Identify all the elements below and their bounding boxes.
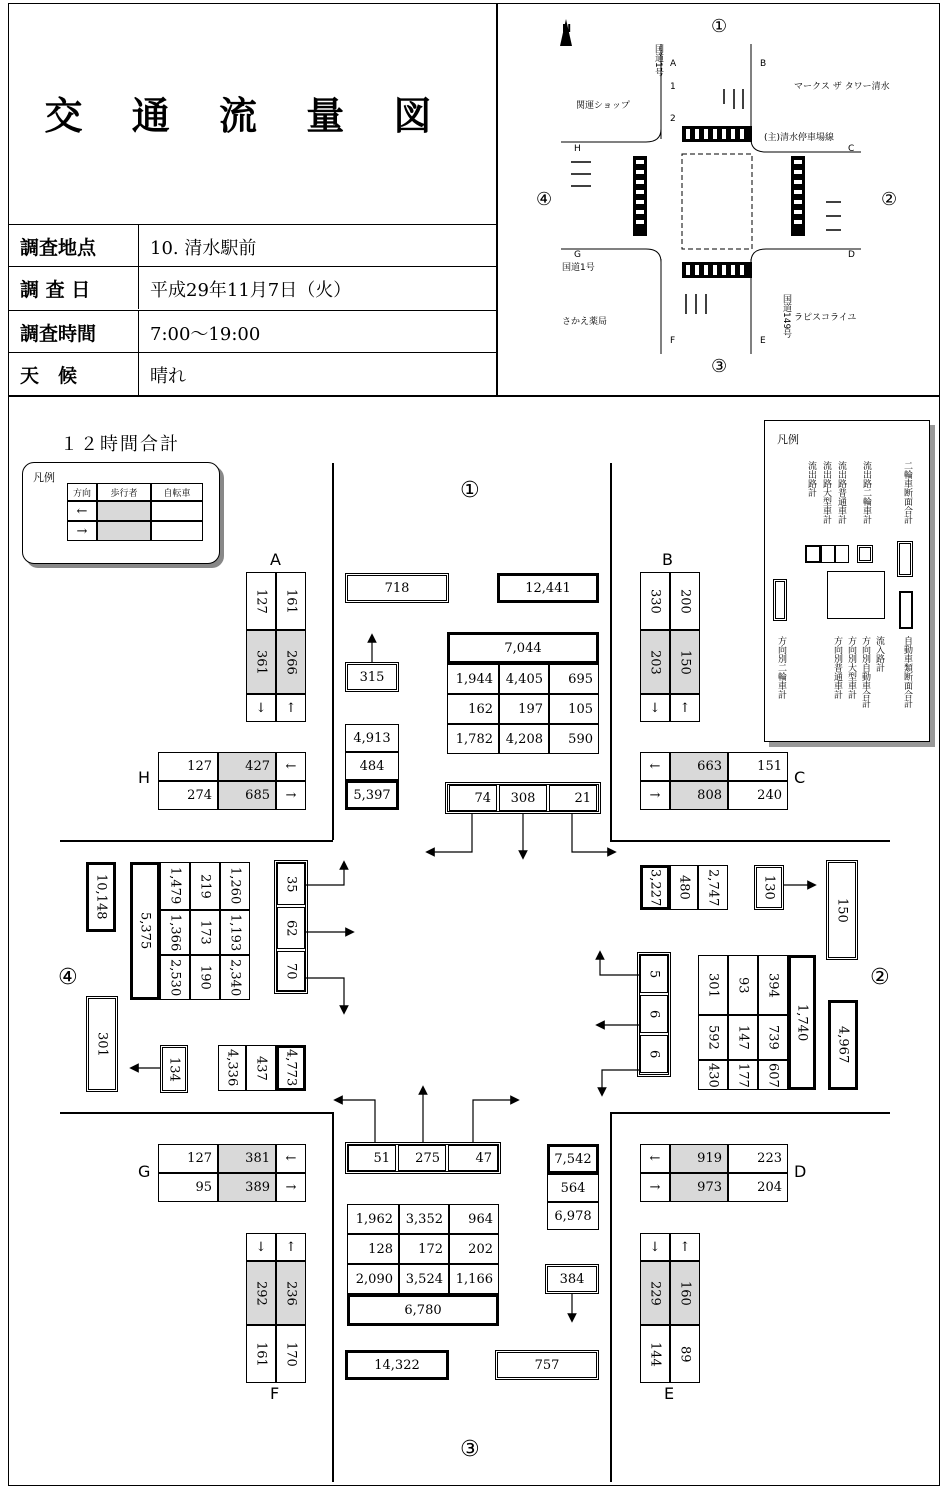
n-large-right: 162 xyxy=(447,694,499,724)
subtitle-12h-total: １２時間合計 xyxy=(60,434,180,455)
s-bike-right: 47 xyxy=(448,1145,498,1171)
crossing-g-left-pedestrian: 381 xyxy=(218,1144,276,1173)
map-dir-1: 1 xyxy=(670,82,676,92)
map-cross-g: G xyxy=(574,250,581,260)
crossing-a-down-bicycle: 127 xyxy=(246,572,276,630)
crossing-h-left-pedestrian: 427 xyxy=(218,752,276,781)
e-outflow-large: 480 xyxy=(670,865,698,910)
crossing-e-down-pedestrian: 229 xyxy=(640,1261,670,1325)
n-normal-left: 590 xyxy=(549,724,599,754)
map-shop-ne: マークス ザ タワー清水 xyxy=(794,82,890,92)
crossing-e-up-bicycle: 89 xyxy=(670,1325,700,1383)
crossing-c-label: C xyxy=(794,768,806,787)
crossing-c-left-arrow: ← xyxy=(640,752,670,781)
e-outflow-total: 3,227 xyxy=(640,865,670,910)
legend-bottom-3: 方向別自動車合計 xyxy=(860,636,870,708)
crossing-f-up-arrow: ↑ xyxy=(276,1233,306,1261)
e-normal-straight: 739 xyxy=(758,1015,788,1060)
w-large-right: 219 xyxy=(190,862,220,910)
w-outflow-total: 4,773 xyxy=(276,1045,306,1091)
map-north-label: N xyxy=(562,22,572,35)
crossing-h-right-arrow: → xyxy=(276,781,306,810)
s-large-right: 202 xyxy=(449,1234,499,1264)
approach-1-label: ① xyxy=(460,478,480,503)
legend-arrow-left: ← xyxy=(67,501,97,521)
crossing-a-up-arrow: ↑ xyxy=(276,694,306,722)
survey-location-label: 調査地点 xyxy=(20,237,97,259)
approach-2-label: ② xyxy=(870,965,890,990)
crossing-g-right-bicycle: 95 xyxy=(158,1173,218,1202)
w-total-straight: 1,366 xyxy=(160,910,190,955)
legend-col-pedestrian: 歩行者 xyxy=(97,483,151,501)
e-normal-left: 394 xyxy=(758,955,788,1015)
s-total-left: 1,962 xyxy=(347,1204,399,1234)
s-total-right: 964 xyxy=(449,1204,499,1234)
map-cross-h: H xyxy=(574,144,581,154)
s-large-left: 128 xyxy=(347,1234,399,1264)
n-normal-straight: 4,208 xyxy=(499,724,549,754)
survey-time-value: 7:00～19:00 xyxy=(150,324,261,345)
page-title: 交 通 流 量 図 xyxy=(44,93,450,138)
crossing-e-up-arrow: ↑ xyxy=(670,1233,700,1261)
w-total-left: 2,530 xyxy=(160,955,190,1000)
n-outflow-normal: 4,913 xyxy=(345,724,399,752)
s-total-straight: 3,352 xyxy=(399,1204,449,1234)
w-outflow-large: 437 xyxy=(246,1045,276,1091)
legend-arrow-right: → xyxy=(67,521,97,541)
s-section-total: 14,322 xyxy=(345,1350,449,1380)
e-bike-box: 130 xyxy=(754,865,784,910)
crossing-h-left-bicycle: 127 xyxy=(158,752,218,781)
w-bike-left: 70 xyxy=(277,951,305,991)
w-section-bike: 301 xyxy=(86,996,118,1092)
map-approach-4: ④ xyxy=(536,189,553,210)
approach-3-label: ③ xyxy=(460,1437,480,1462)
n-total-straight: 4,405 xyxy=(499,664,549,694)
crossing-c-left-pedestrian: 663 xyxy=(670,752,728,781)
crossing-d-left-bicycle: 223 xyxy=(728,1144,788,1173)
crossing-c-right-bicycle: 240 xyxy=(728,781,788,810)
weather-label: 天 候 xyxy=(20,365,78,387)
crossing-g-right-pedestrian: 389 xyxy=(218,1173,276,1202)
map-approach-3: ③ xyxy=(711,356,728,377)
legend-top-3: 流出路二輪車計 xyxy=(861,461,871,524)
w-large-left: 190 xyxy=(190,955,220,1000)
crossing-f-label: F xyxy=(270,1384,280,1403)
legend-bottom-5: 自動車類断面合計 xyxy=(902,636,912,708)
crossing-f-down-arrow: ↓ xyxy=(246,1233,276,1261)
n-inflow-total: 7,044 xyxy=(447,632,599,664)
weather-value: 晴れ xyxy=(150,366,186,387)
e-total-left: 301 xyxy=(698,955,728,1015)
legend-small-title: 凡例 xyxy=(33,471,55,484)
crossing-e-label: E xyxy=(664,1384,675,1403)
w-normal-straight: 1,193 xyxy=(220,910,250,955)
map-road-north: 国道1号 xyxy=(653,44,663,77)
legend-top-0: 流出路計 xyxy=(806,461,816,497)
map-shop-se: ラピスコライユ xyxy=(794,313,857,323)
n-total-right: 1,944 xyxy=(447,664,499,694)
crossing-c-right-arrow: → xyxy=(640,781,670,810)
crossing-b-label: B xyxy=(662,550,673,569)
s-inflow-total: 6,780 xyxy=(347,1294,499,1326)
e-large-left: 93 xyxy=(728,955,758,1015)
s-normal-left: 2,090 xyxy=(347,1264,399,1294)
w-bike-straight: 62 xyxy=(277,907,305,949)
legend-bottom-0: 方向別二輪車計 xyxy=(776,636,786,699)
n-outflow-total: 5,397 xyxy=(345,780,399,810)
s-bike-box: 384 xyxy=(545,1264,599,1294)
e-inflow-total: 1,740 xyxy=(788,955,816,1090)
n-bike-right: 74 xyxy=(449,785,497,811)
w-normal-right: 1,260 xyxy=(220,862,250,910)
w-total-right: 1,479 xyxy=(160,862,190,910)
w-outflow-normal: 4,336 xyxy=(218,1045,246,1091)
legend-bottom-2: 方向別大型車計 xyxy=(846,636,856,699)
crossing-g-label: G xyxy=(138,1162,151,1181)
crossing-a-down-arrow: ↓ xyxy=(246,694,276,722)
s-outflow-total: 7,542 xyxy=(547,1144,599,1174)
map-approach-1: ① xyxy=(711,16,728,37)
w-bike-right: 35 xyxy=(277,863,305,905)
map-road-west: 国道1号 xyxy=(562,263,595,273)
map-approach-2: ② xyxy=(881,189,898,210)
s-normal-right: 1,166 xyxy=(449,1264,499,1294)
legend-col-bicycle: 自転車 xyxy=(151,483,203,501)
survey-date-value: 平成29年11月7日（火） xyxy=(150,280,352,301)
map-shop-sw: さかえ薬局 xyxy=(562,317,608,327)
legend-big-title: 凡例 xyxy=(777,433,799,446)
crossing-e-down-bicycle: 144 xyxy=(640,1325,670,1383)
crossing-c-right-pedestrian: 808 xyxy=(670,781,728,810)
n-bike-straight: 308 xyxy=(499,785,547,811)
n-large-straight: 197 xyxy=(499,694,549,724)
map-dir-2: 2 xyxy=(670,114,676,124)
n-normal-right: 1,782 xyxy=(447,724,499,754)
s-outflow-large: 564 xyxy=(547,1174,599,1202)
crossing-b-down-pedestrian: 203 xyxy=(640,630,670,694)
w-inflow-total: 5,375 xyxy=(130,862,160,1000)
crossing-a-up-pedestrian: 266 xyxy=(276,630,306,694)
e-bike-right: 6 xyxy=(640,1035,668,1073)
e-total-straight: 592 xyxy=(698,1015,728,1060)
crossing-h-right-bicycle: 274 xyxy=(158,781,218,810)
crossing-g-left-bicycle: 127 xyxy=(158,1144,218,1173)
crossing-e-up-pedestrian: 160 xyxy=(670,1261,700,1325)
crossing-d-right-arrow: → xyxy=(640,1173,670,1202)
crossing-d-right-pedestrian: 973 xyxy=(670,1173,728,1202)
crossing-a-label: A xyxy=(270,550,281,569)
map-cross-d: D xyxy=(848,250,855,260)
survey-date-label: 調 査 日 xyxy=(20,279,91,301)
crossing-b-down-arrow: ↓ xyxy=(640,694,670,722)
crossing-d-left-arrow: ← xyxy=(640,1144,670,1173)
legend-top-2: 流出路普通車計 xyxy=(836,461,846,524)
legend-bottom-1: 方向別普通車計 xyxy=(832,636,842,699)
s-bike-left: 51 xyxy=(348,1145,396,1171)
legend-top-4: 二輪車断面合計 xyxy=(902,461,912,524)
e-large-right: 177 xyxy=(728,1060,758,1090)
map-cross-e: E xyxy=(760,336,766,346)
approach-4-label: ④ xyxy=(58,965,78,990)
s-outflow-normal: 6,978 xyxy=(547,1202,599,1230)
w-large-straight: 173 xyxy=(190,910,220,955)
crossing-f-down-pedestrian: 292 xyxy=(246,1261,276,1325)
w-bike-box: 134 xyxy=(160,1045,188,1093)
e-bike-left: 5 xyxy=(640,955,668,993)
e-bike-straight: 6 xyxy=(640,995,668,1033)
s-section-bike: 757 xyxy=(495,1350,599,1380)
legend-bottom-4: 流入路計 xyxy=(874,636,884,672)
w-normal-left: 2,340 xyxy=(220,955,250,1000)
e-outflow-normal: 2,747 xyxy=(698,865,728,910)
crossing-c-left-bicycle: 151 xyxy=(728,752,788,781)
crossing-g-left-arrow: ← xyxy=(276,1144,306,1173)
map-cross-a: A xyxy=(670,59,677,69)
crossing-b-down-bicycle: 330 xyxy=(640,572,670,630)
crossing-f-up-bicycle: 170 xyxy=(276,1325,306,1383)
e-normal-right: 607 xyxy=(758,1060,788,1090)
legend-top-1: 流出路大型車計 xyxy=(821,461,831,524)
crossing-a-up-bicycle: 161 xyxy=(276,572,306,630)
survey-time-label: 調査時間 xyxy=(20,323,97,345)
w-section-total: 10,148 xyxy=(86,862,116,932)
crossing-h-left-arrow: ← xyxy=(276,752,306,781)
e-section-bike: 150 xyxy=(826,860,858,960)
n-outflow-large: 484 xyxy=(345,752,399,780)
crossing-d-left-pedestrian: 919 xyxy=(670,1144,728,1173)
map-cross-f: F xyxy=(670,336,676,346)
e-total-right: 430 xyxy=(698,1060,728,1090)
e-large-straight: 147 xyxy=(728,1015,758,1060)
crossing-f-down-bicycle: 161 xyxy=(246,1325,276,1383)
crossing-b-up-pedestrian: 150 xyxy=(670,630,700,694)
n-large-left: 105 xyxy=(549,694,599,724)
legend-col-direction: 方向 xyxy=(67,483,97,501)
n-section-total: 12,441 xyxy=(497,573,599,603)
map-cross-c: C xyxy=(848,144,855,154)
s-bike-straight: 275 xyxy=(398,1145,446,1171)
s-normal-straight: 3,524 xyxy=(399,1264,449,1294)
map-road-east: (主)清水停車場線 xyxy=(764,133,835,143)
e-section-total: 4,967 xyxy=(828,1000,858,1090)
n-two-wheel-dir: 315 xyxy=(345,662,399,692)
crossing-d-label: D xyxy=(794,1162,807,1181)
crossing-f-up-pedestrian: 236 xyxy=(276,1261,306,1325)
map-shop-nw: 関運ショップ xyxy=(576,101,630,111)
crossing-e-down-arrow: ↓ xyxy=(640,1233,670,1261)
crossing-b-up-arrow: ↑ xyxy=(670,694,700,722)
map-road-south: 国道149号 xyxy=(781,294,791,339)
n-total-left: 695 xyxy=(549,664,599,694)
crossing-d-right-bicycle: 204 xyxy=(728,1173,788,1202)
n-outflow-two-wheel: 718 xyxy=(345,573,449,603)
crossing-a-down-pedestrian: 361 xyxy=(246,630,276,694)
crossing-h-right-pedestrian: 685 xyxy=(218,781,276,810)
crossing-g-right-arrow: → xyxy=(276,1173,306,1202)
crossing-b-up-bicycle: 200 xyxy=(670,572,700,630)
survey-location-value: 10. 清水駅前 xyxy=(150,238,257,259)
map-cross-b: B xyxy=(760,59,767,69)
s-large-straight: 172 xyxy=(399,1234,449,1264)
n-bike-left: 21 xyxy=(549,785,597,811)
crossing-h-label: H xyxy=(138,768,151,787)
